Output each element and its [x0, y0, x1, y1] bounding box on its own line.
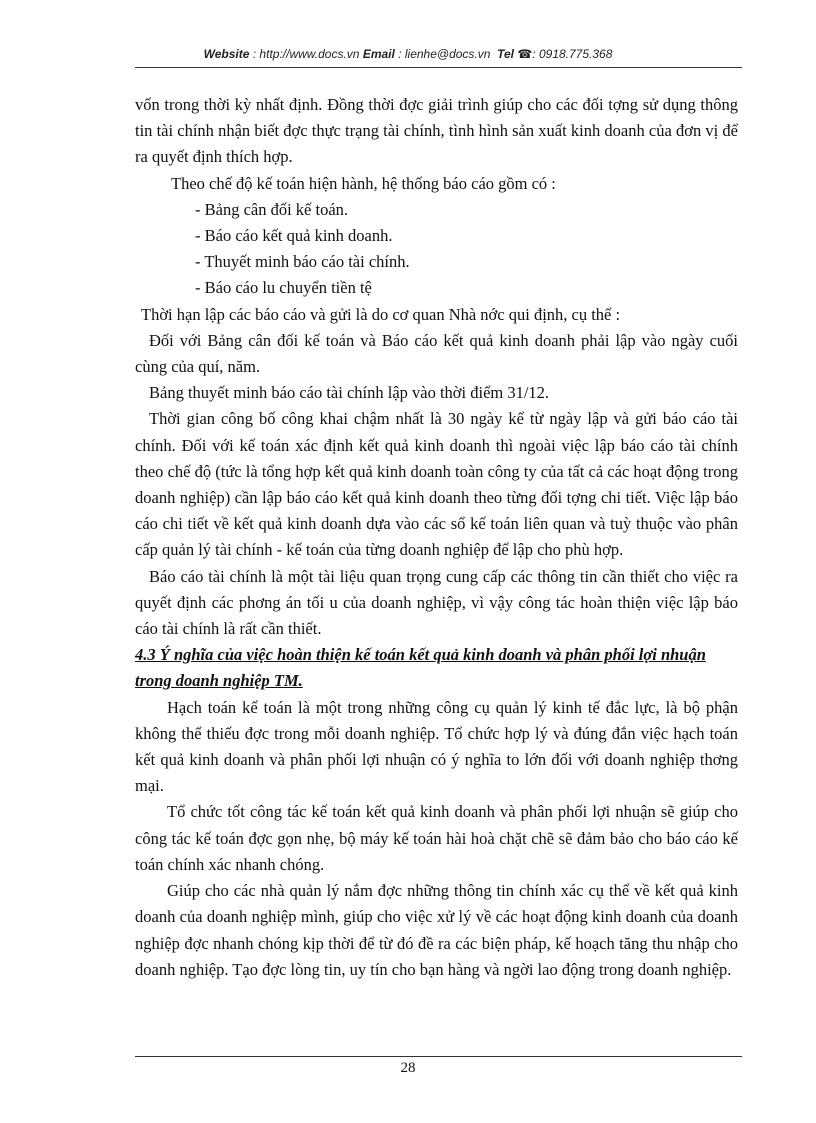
paragraph-8: Hạch toán kế toán là một trong những công cụ quản lý kinh tế đắc lực, là bộ phận không thể thiếu đợc trong mỗi doanh nghiệp. Tổ chức hợp lý và đúng đắn việc hạch toán kết quả kinh doanh và phân phối lợi nhuận có ý nghĩa to lớn đối với doanh nghiệp thơng mại.	[135, 697, 738, 796]
phone-icon: ☎	[517, 47, 533, 61]
paragraph-4: Đối với Bảng cân đối kế toán và Báo cáo kết quả kinh doanh phải lập vào ngày cuối cùng của quí, năm.	[135, 330, 738, 377]
paragraph-1: vốn trong thời kỳ nhất định. Đồng thời đợc giải trình giúp cho các đối tợng sử dụng thông tin tài chính nhận biết đợc thực trạng tài chính, tình hình sản xuất kinh doanh của đơn vị để ra quyết định thích hợp.	[135, 95, 738, 167]
paragraph-10: Giúp cho các nhà quản lý nắm đợc những thông tin chính xác cụ thể về kết quả kinh doanh của doanh nghiệp mình, giúp cho việc xử lý về các hoạt động kinh doanh của doanh nghiệp đợc nhanh chóng kịp thời để từ đó đề ra các biện pháp, kế hoạch tăng thu nhập cho doanh nghiệp. Tạo đợc lòng tin, uy tín cho bạn hàng và ngời lao động trong doanh nghiệp.	[135, 881, 738, 979]
website-value: : http://www.docs.vn	[252, 47, 360, 61]
list-item: - Báo cáo kết quả kinh doanh.	[195, 226, 393, 246]
tel-label: Tel	[497, 47, 514, 61]
paragraph-6: Thời gian công bố công khai chậm nhất là 30 ngày kể từ ngày lập và gửi báo cáo tài chính. Đối với kế toán xác định kết quả kinh doanh thì ngoài việc lập báo cáo tài chính theo chế độ (tức là tổng hợp kết quả kinh doanh toàn công ty của tất cả các hoạt động trong doanh nghiệp) cần lập báo cáo kết quả kinh doanh theo từng đối tợng chi tiết. Việc lập báo cáo chi tiết về kết quả kinh doanh dựa vào các sổ kế toán liên quan và tuỳ thuộc vào phân cấp quản lý tài chính - kế toán của từng doanh nghiệp để lập cho phù hợp.	[135, 409, 738, 560]
header-divider	[135, 67, 742, 68]
email-value: : lienhe@docs.vn	[398, 47, 491, 61]
footer-divider	[135, 1056, 742, 1057]
list-item: - Bảng cân đối kế toán.	[195, 199, 349, 219]
paragraph-5: Bảng thuyết minh báo cáo tài chính lập vào thời điểm 31/12.	[149, 383, 550, 403]
list-item: - Thuyết minh báo cáo tài chính.	[195, 252, 410, 272]
list-item: - Báo cáo lu chuyển tiền tệ	[195, 278, 372, 298]
tel-value: : 0918.775.368	[532, 47, 613, 61]
paragraph-7: Báo cáo tài chính là một tài liệu quan trọng cung cấp các thông tin cần thiết cho việc ra quyết định các phơng án tối u của doanh nghiệp, vì vậy công tác hoàn thiện việc lập báo cáo tài chính là rất cần thiết.	[135, 566, 738, 639]
paragraph-2: Theo chế độ kế toán hiện hành, hệ thống báo cáo gồm có :	[171, 173, 556, 193]
paragraph-3: Thời hạn lập các báo cáo và gửi là do cơ quan Nhà nớc qui định, cụ thể :	[141, 304, 621, 324]
email-label: Email	[362, 47, 395, 61]
page-header	[0, 47, 816, 61]
page-number: 28	[400, 1060, 416, 1076]
paragraph-9: Tổ chức tốt công tác kế toán kết quả kinh doanh và phân phối lợi nhuận sẽ giúp cho công tác kế toán đợc gọn nhẹ, bộ máy kế toán hài hoà chặt chẽ sẽ đảm bảo cho báo cáo kế toán chính xác nhanh chóng.	[135, 802, 738, 874]
section-heading: 4.3 Ý nghĩa của việc hoàn thiện kế toán kết quả kinh doanh và phân phối lợi nhuận trong doanh nghiệp TM.	[135, 645, 706, 691]
website-label: Website	[203, 47, 250, 61]
document-body	[135, 92, 738, 983]
